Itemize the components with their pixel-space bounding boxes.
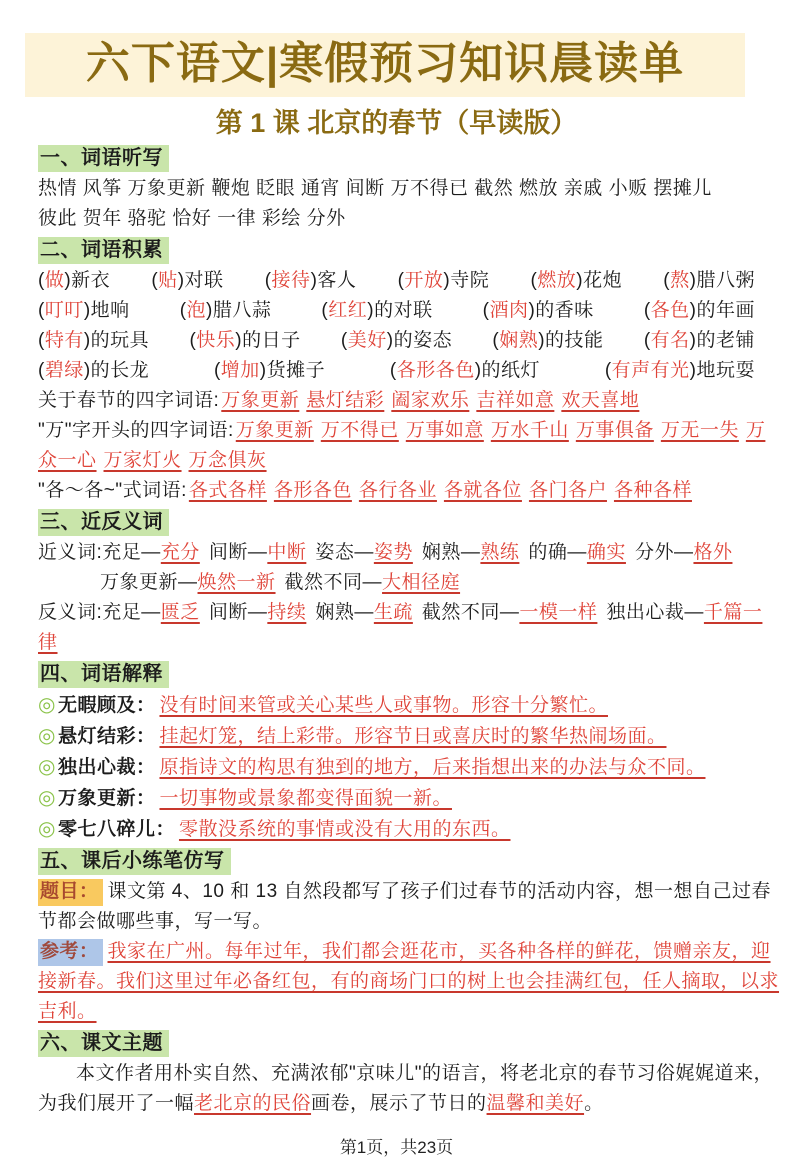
word-pair: [100, 572, 276, 593]
word-pair: [422, 542, 520, 563]
section-writing-practice: [38, 848, 783, 1027]
text-segment: 本文作者用朴实自然、充满浓郁"京味儿"的语言，将老北京的春节习俗娓娓道来，为我们展开了一幅: [38, 1063, 773, 1114]
definition-text: 挂起灯笼，结上彩带。形容节日或喜庆时的繁华热闹场面。: [159, 726, 667, 747]
definition-term: 独出心裁：: [57, 757, 156, 778]
synonyms-line-1: [38, 538, 783, 568]
phrase-answer: 娴熟: [499, 330, 539, 351]
pair-answer: 千篇一律: [38, 602, 763, 653]
page-footer: [0, 1136, 793, 1160]
spring-festival-idioms-line: [38, 386, 783, 416]
phrase-item: [38, 296, 130, 326]
circle-bullet-icon: ◎: [38, 787, 56, 809]
section-2-heading: 二、词语积累: [38, 237, 169, 264]
idiom-word: 万事如意: [405, 420, 484, 441]
word-pair: [422, 602, 598, 623]
pair-prompt: 截然不同—: [421, 602, 520, 623]
pair-answer: 持续: [267, 602, 307, 623]
phrase-answer: 增加: [220, 360, 260, 381]
phrase-item: [492, 326, 603, 356]
phrase-item: [321, 296, 432, 326]
pair-prompt: 姿态—: [315, 542, 374, 563]
word-pair: [315, 602, 413, 623]
idiom-word: 万水千山: [490, 420, 569, 441]
pair-answer: 生疏: [373, 602, 413, 623]
idiom-word: 各形各色: [273, 480, 352, 501]
phrase-item: [214, 356, 325, 386]
title-banner: [25, 33, 745, 97]
text-segment: 画卷，展示了节日的: [311, 1093, 487, 1114]
definition-item: [38, 690, 783, 721]
text-segment: )的姿态: [386, 330, 453, 351]
phrase-row-4: [38, 356, 783, 386]
idiom-word: 各式各样: [188, 480, 267, 501]
question-label: 题目：: [38, 879, 103, 906]
text-segment: (: [264, 270, 272, 291]
section-word-dictation: [38, 145, 783, 234]
text-segment: (: [38, 360, 45, 381]
idiom-word: 万家灯火: [103, 450, 182, 471]
synonym-pairs: [102, 542, 741, 563]
idiom-word: 欢天喜地: [561, 390, 640, 411]
text-segment: (: [38, 330, 45, 351]
lesson-subtitle: 第 1 课 北京的春节（早读版）: [215, 108, 578, 138]
section-word-accumulation: [38, 237, 783, 506]
phrase-item: [265, 266, 357, 296]
word-pair: [209, 602, 307, 623]
definition-item: [38, 721, 783, 752]
idiom-word: 悬灯结彩: [306, 390, 385, 411]
text-segment: )新衣: [64, 270, 111, 291]
phrase-item: [189, 326, 300, 356]
page-number: 第1页，共23页: [339, 1138, 454, 1157]
idiom-word: 万众一心: [38, 420, 766, 471]
pair-answer: 格外: [693, 542, 733, 563]
text-segment: )的年画: [689, 300, 755, 321]
definition-item: [38, 814, 783, 845]
pair-prompt: 万象更新—: [100, 572, 198, 593]
text-segment: )腊八粥: [689, 270, 755, 291]
text-segment: (: [492, 330, 500, 351]
dictation-words-line-2: 彼此 贺年 骆驼 恰好 一律 彩绘 分外: [38, 208, 346, 229]
definition-term: 悬灯结彩：: [57, 726, 156, 747]
definition-term: 无暇顾及：: [57, 695, 156, 716]
idiom-word: 各门各户: [528, 480, 607, 501]
phrase-item: [644, 296, 755, 326]
page-header: [0, 33, 793, 139]
antonyms-label: 反义词:: [38, 602, 103, 623]
idiom-word: 各行各业: [358, 480, 437, 501]
text-segment: 。: [584, 1093, 604, 1114]
word-pair: [285, 572, 461, 593]
pair-answer: 姿势: [373, 542, 413, 563]
text-segment: (: [340, 330, 348, 351]
phrase-answer: 有声有光: [611, 360, 690, 381]
synonyms-label: 近义词:: [38, 542, 103, 563]
idiom-word: 万不得已: [320, 420, 399, 441]
pair-prompt: 充足—: [102, 602, 161, 623]
section-heading-row: [38, 145, 783, 173]
word-pair: [209, 542, 307, 563]
question-paragraph: [38, 877, 783, 937]
phrase-row-3: [38, 326, 783, 356]
text-segment: )花炮: [576, 270, 623, 291]
section-synonyms-antonyms: [38, 509, 783, 658]
text-segment: (: [643, 300, 651, 321]
circle-bullet-icon: ◎: [38, 756, 56, 778]
section-3-heading: 三、近反义词: [38, 509, 169, 536]
text-segment: (: [38, 270, 45, 291]
text-segment: 温馨和美好: [486, 1093, 585, 1114]
text-segment: )货摊子: [259, 360, 326, 381]
definition-text: 没有时间来管或关心某些人或事物。形容十分繁忙。: [159, 695, 608, 716]
phrase-answer: 泡: [186, 300, 207, 321]
section-text-theme: [38, 1030, 783, 1119]
text-segment: )的玩具: [83, 330, 150, 351]
phrase-item: [180, 296, 272, 326]
text-segment: (: [389, 360, 397, 381]
text-segment: )的纸灯: [474, 360, 541, 381]
definition-term: 零七八碎儿：: [57, 819, 175, 840]
text-segment: )的香味: [528, 300, 594, 321]
text-segment: )寺院: [443, 270, 490, 291]
dictation-words-line-1: 热情 风筝 万象更新 鞭炮 眨眼 通宵 间断 万不得已 截然 燃放 亲戚 小贩 摆摊儿: [38, 178, 712, 199]
pair-prompt: 充足—: [102, 542, 161, 563]
phrase-item: [605, 356, 755, 386]
definition-term: 万象更新：: [57, 788, 156, 809]
section-6-heading: 六、课文主题: [38, 1030, 169, 1057]
section-1-heading: 一、词语听写: [38, 145, 169, 172]
section-heading-row: [38, 1030, 783, 1058]
word-pair: [315, 542, 413, 563]
phrase-answer: 熬: [670, 270, 690, 291]
phrase-item: [644, 326, 755, 356]
phrase-item: [38, 356, 149, 386]
reference-answer-label: 参考：: [38, 939, 103, 966]
phrase-row-1: [38, 266, 783, 296]
phrase-item: [341, 326, 452, 356]
word-pair: [635, 542, 733, 563]
text-segment: )地响: [83, 300, 130, 321]
phrase-answer: 快乐: [196, 330, 236, 351]
text-segment: (: [38, 300, 45, 321]
text-segment: (: [179, 300, 187, 321]
text-segment: )对联: [177, 270, 224, 291]
section-word-definitions: [38, 661, 783, 845]
definition-item: [38, 752, 783, 783]
pair-answer: 焕然一新: [197, 572, 276, 593]
synonyms-line-2: [38, 568, 783, 598]
phrase-answer: 开放: [404, 270, 444, 291]
text-segment: (: [663, 270, 671, 291]
text-segment: (: [604, 360, 612, 381]
definition-text: 原指诗文的构思有独到的地方，后来指想出来的办法与众不同。: [159, 757, 706, 778]
word-pair: [102, 602, 200, 623]
pair-answer: 充分: [160, 542, 200, 563]
circle-bullet-icon: ◎: [38, 694, 56, 716]
section-heading-row: [38, 848, 783, 876]
phrase-answer: 贴: [158, 270, 178, 291]
section-heading-row: [38, 509, 783, 537]
phrase-item: [38, 266, 110, 296]
pair-answer: 确实: [586, 542, 626, 563]
pair-answer: 一模一样: [519, 602, 598, 623]
wordline-label: "万"字开头的四字词语:: [38, 420, 234, 441]
idiom-word: 万事俱备: [575, 420, 654, 441]
idiom-word: 各种各样: [613, 480, 692, 501]
text-segment: )的对联: [367, 300, 433, 321]
idiom-word: 万象更新: [235, 420, 314, 441]
wan-idioms-line: [38, 416, 783, 476]
idiom-word: 各就各位: [443, 480, 522, 501]
question-text: 课文第 4、10 和 13 自然段都写了孩子们过春节的活动内容，想一想自己过春节都会做哪些事，写一写。: [38, 881, 771, 932]
text-segment: (: [482, 300, 490, 321]
phrase-answer: 接待: [271, 270, 311, 291]
text-segment: )的日子: [235, 330, 301, 351]
section-4-heading: 四、词语解释: [38, 661, 169, 688]
antonyms-line: [38, 598, 783, 658]
word-pair: [102, 542, 200, 563]
worksheet-content: [0, 145, 793, 1119]
pair-prompt: 独出心裁—: [606, 602, 704, 623]
answer-paragraph: [38, 937, 783, 1027]
text-segment: (: [189, 330, 197, 351]
theme-paragraph: [38, 1059, 783, 1119]
synonym-pairs-continued: [100, 572, 469, 593]
text-segment: )的长龙: [83, 360, 150, 381]
text-segment: (: [530, 270, 538, 291]
phrase-item: [398, 266, 490, 296]
idiom-word: 阖家欢乐: [391, 390, 470, 411]
reference-answer-text: 我家在广州。每年过年，我们都会逛花市，买各种各样的鲜花，馈赠亲友，迎接新春。我们这里过年必备红包，有的商场门口的树上也会挂满红包，任人摘取，以求吉利。: [38, 941, 780, 1022]
pair-prompt: 分外—: [634, 542, 694, 563]
wordline-label: "各～各~"式词语:: [38, 480, 187, 501]
wordline-label: 关于春节的四字词语:: [38, 390, 220, 411]
pair-answer: 熟练: [480, 542, 520, 563]
text-segment: (: [151, 270, 159, 291]
phrase-item: [663, 266, 755, 296]
phrase-answer: 美好: [347, 330, 387, 351]
phrase-row-2: [38, 296, 783, 326]
idiom-word: 吉祥如意: [476, 390, 555, 411]
word-pair: [528, 542, 626, 563]
definition-text: 一切事物或景象都变得面貌一新。: [159, 788, 452, 809]
phrase-item: [483, 296, 594, 326]
text-segment: (: [321, 300, 329, 321]
text-segment: (: [643, 330, 651, 351]
phrase-item: [38, 326, 149, 356]
phrase-answer: 燃放: [537, 270, 577, 291]
ge-pattern-words-line: [38, 476, 783, 506]
pair-prompt: 娴熟—: [315, 602, 374, 623]
phrase-answer: 各形各色: [396, 360, 475, 381]
idiom-word: 万无一失: [660, 420, 739, 441]
phrase-answer: 碧绿: [44, 360, 84, 381]
phrase-answer: 酒肉: [489, 300, 529, 321]
section-heading-row: [38, 237, 783, 265]
definition-item: [38, 783, 783, 814]
phrase-answer: 有名: [650, 330, 690, 351]
antonym-pairs: [38, 602, 762, 653]
text-segment: )的技能: [538, 330, 604, 351]
phrase-item: [151, 266, 223, 296]
text-segment: )的老铺: [689, 330, 755, 351]
phrase-answer: 各色: [650, 300, 690, 321]
phrase-answer: 红红: [328, 300, 368, 321]
pair-answer: 匮乏: [160, 602, 200, 623]
pair-prompt: 的确—: [528, 542, 587, 563]
text-segment: )腊八蒜: [206, 300, 272, 321]
phrase-item: [390, 356, 540, 386]
phrase-answer: 叮叮: [44, 300, 84, 321]
idiom-word: 万念俱灰: [188, 450, 267, 471]
phrase-item: [530, 266, 622, 296]
idiom-word: 万象更新: [221, 390, 300, 411]
text-segment: )客人: [310, 270, 357, 291]
pair-prompt: 娴熟—: [421, 542, 481, 563]
phrase-answer: 做: [44, 270, 65, 291]
text-segment: (: [213, 360, 221, 381]
section-5-heading: 五、课后小练笔仿写: [38, 848, 231, 875]
text-segment: 老北京的民俗: [194, 1093, 312, 1114]
pair-prompt: 间断—: [208, 542, 268, 563]
pair-answer: 中断: [267, 542, 307, 563]
text-segment: (: [397, 270, 405, 291]
circle-bullet-icon: ◎: [38, 818, 56, 840]
phrase-answer: 特有: [44, 330, 84, 351]
text-segment: )地玩耍: [689, 360, 755, 381]
pair-prompt: 截然不同—: [284, 572, 383, 593]
definition-text: 零散没系统的事情或没有大用的东西。: [178, 819, 511, 840]
section-heading-row: [38, 661, 783, 689]
circle-bullet-icon: ◎: [38, 725, 56, 747]
pair-prompt: 间断—: [208, 602, 268, 623]
pair-answer: 大相径庭: [382, 572, 461, 593]
worksheet-page: [0, 33, 793, 1155]
page-title: 六下语文|寒假预习知识晨读单: [85, 39, 685, 88]
